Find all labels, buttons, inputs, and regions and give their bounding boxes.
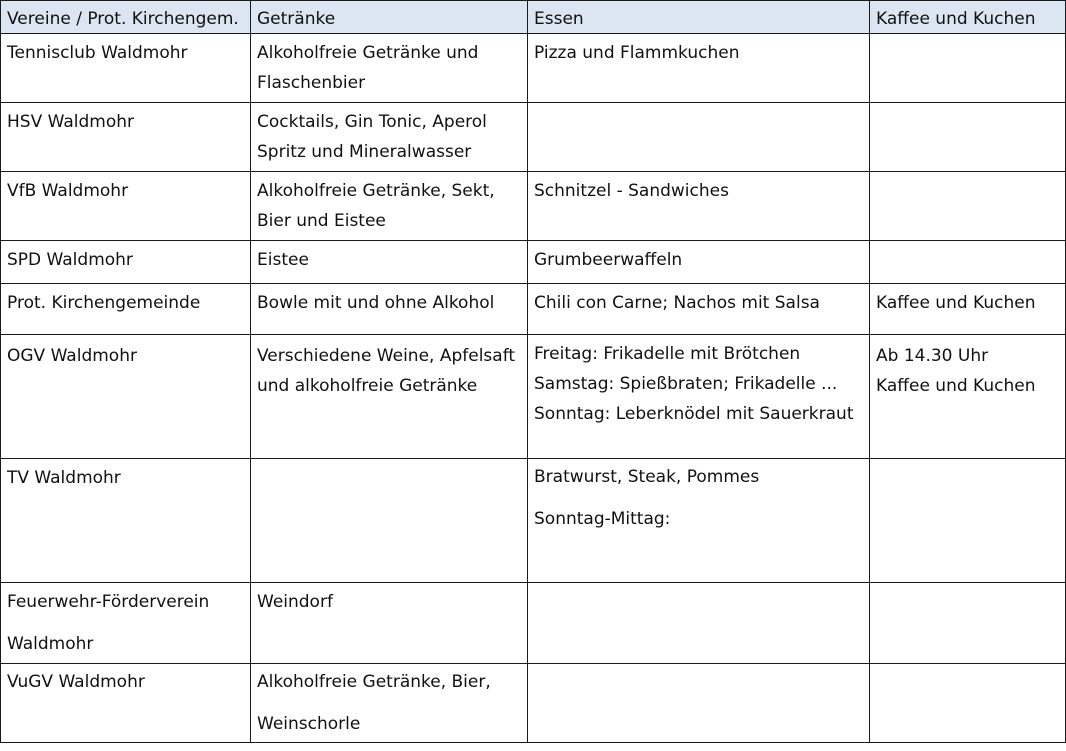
cell-verein [1,583,251,664]
cell-line: SPD Waldmohr [7,250,133,270]
table-row [1,103,1066,172]
cell-line: Pizza und Flammkuchen [534,43,740,63]
cell-getraenke [251,103,528,172]
cell-essen [528,103,870,172]
cell-verein [1,284,251,335]
cell-line: Ab 14.30 Uhr [876,346,989,366]
cell-line: Waldmohr [7,634,94,654]
cell-line: Feuerwehr-Förderverein [7,592,210,612]
cell-line: Chili con Carne; Nachos mit Salsa [534,293,820,313]
cell-line: Sonntag: Leberknödel mit Sauerkraut [534,404,854,424]
cell-essen [528,34,870,103]
table-row [1,284,1066,335]
cell-line: Cocktails, Gin Tonic, Aperol [257,112,487,132]
table-row [1,34,1066,103]
cell-essen [528,664,870,743]
cell-getraenke [251,241,528,284]
table-row [1,459,1066,583]
cell-line: Schnitzel - Sandwiches [534,181,729,201]
cell-verein [1,103,251,172]
table-row [1,664,1066,743]
cell-getraenke [251,34,528,103]
cell-line: Bier und Eistee [257,211,386,231]
cell-essen [528,583,870,664]
cell-essen [528,335,870,459]
cell-kaffee [870,459,1066,583]
cell-kaffee [870,583,1066,664]
cell-line: Weindorf [257,592,333,612]
header-vereine: Vereine / Prot. Kirchengem. [1,1,251,34]
cell-getraenke [251,583,528,664]
cell-verein [1,241,251,284]
cell-essen [528,284,870,335]
cell-line: Alkoholfreie Getränke, Sekt, [257,181,495,201]
header-getraenke: Getränke [251,1,528,34]
cell-line: Bowle mit und ohne Alkohol [257,293,495,313]
cell-verein [1,34,251,103]
cell-line: Kaffee und Kuchen [876,376,1036,396]
cell-getraenke [251,172,528,241]
cell-line: Tennisclub Waldmohr [7,43,188,63]
cell-kaffee [870,103,1066,172]
cell-line: Verschiedene Weine, Apfelsaft [257,346,516,366]
cell-verein [1,459,251,583]
cell-line: Freitag: Frikadelle mit Brötchen [534,344,801,364]
cell-essen [528,241,870,284]
cell-line: Bratwurst, Steak, Pommes [534,467,760,487]
cell-kaffee [870,241,1066,284]
cell-essen [528,459,870,583]
cell-getraenke [251,664,528,743]
cell-line: Kaffee und Kuchen [876,293,1036,313]
cell-kaffee [870,664,1066,743]
cell-getraenke [251,335,528,459]
cell-line: Flaschenbier [257,73,366,93]
cell-kaffee [870,172,1066,241]
cell-line: und alkoholfreie Getränke [257,376,478,396]
cell-line: Eistee [257,250,309,270]
cell-getraenke [251,459,528,583]
cell-verein [1,172,251,241]
cell-kaffee [870,34,1066,103]
header-essen: Essen [528,1,870,34]
table-row [1,241,1066,284]
cell-verein [1,664,251,743]
cell-getraenke [251,284,528,335]
cell-line: Grumbeerwaffeln [534,250,683,270]
cell-essen [528,172,870,241]
cell-verein [1,335,251,459]
cell-line: HSV Waldmohr [7,112,134,132]
cell-kaffee [870,335,1066,459]
header-kaffee: Kaffee und Kuchen [870,1,1066,34]
cell-line: Samstag: Spießbraten; Frikadelle ... [534,374,838,394]
cell-line: Prot. Kirchengemeinde [7,293,201,313]
cell-kaffee [870,284,1066,335]
cell-line: OGV Waldmohr [7,346,137,366]
cell-line: VuGV Waldmohr [7,672,145,692]
cell-line: Sonntag-Mittag: [534,509,671,529]
cell-line: VfB Waldmohr [7,181,129,201]
cell-line: Alkoholfreie Getränke, Bier, [257,672,491,692]
cell-line: Weinschorle [257,714,361,734]
cell-line: TV Waldmohr [7,468,121,488]
header-row [1,1,1066,34]
table-row [1,172,1066,241]
cell-line: Alkoholfreie Getränke und [257,43,479,63]
table-row [1,335,1066,459]
cell-line: Spritz und Mineralwasser [257,142,472,162]
table-row [1,583,1066,664]
